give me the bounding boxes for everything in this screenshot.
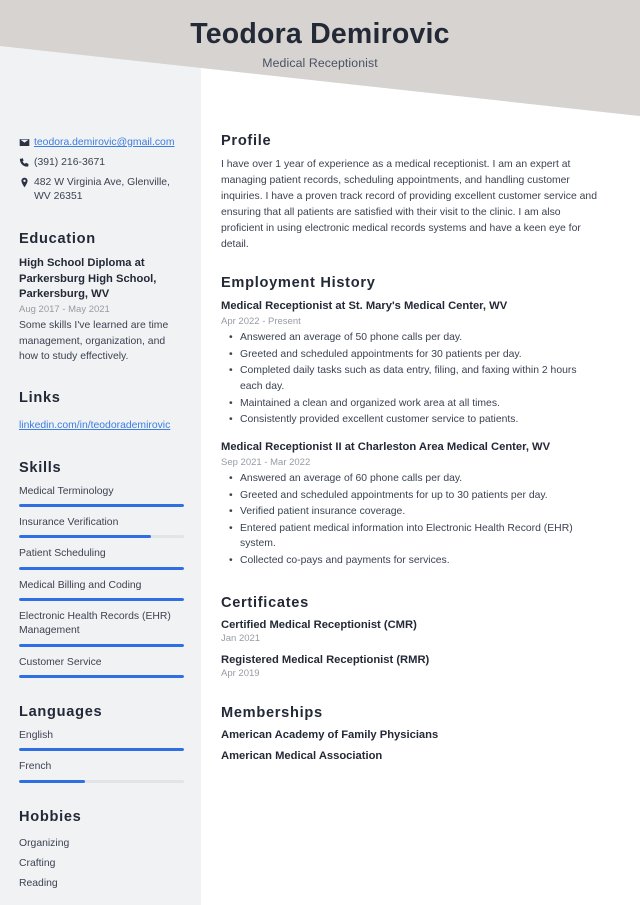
job-bullet: • Greeted and scheduled appointments for 30 patients per day. bbox=[240, 347, 600, 363]
job-bullet-list bbox=[221, 471, 600, 569]
contact-row-phone bbox=[19, 156, 184, 171]
certificate-entry bbox=[221, 619, 600, 644]
job-bullet: • Entered patient medical information into Electronic Health Record (EHR) system. bbox=[240, 521, 600, 552]
phone-value: (391) 216-3671 bbox=[34, 156, 106, 168]
language-level-fill bbox=[19, 748, 184, 751]
certificates-heading: Certificates bbox=[221, 594, 309, 611]
job-bullet: • Completed daily tasks such as data entry, filing, and faxing within 2 hours each day. bbox=[240, 363, 600, 394]
skill-level-track bbox=[19, 535, 184, 538]
job-entry bbox=[221, 299, 600, 428]
certificates-section bbox=[221, 595, 600, 679]
certificate-title: Registered Medical Receptionist (RMR) bbox=[221, 653, 430, 666]
education-date: Aug 2017 - May 2021 bbox=[19, 304, 110, 316]
employment-heading: Employment History bbox=[221, 275, 376, 292]
skill-item bbox=[19, 485, 184, 507]
language-level-fill bbox=[19, 780, 85, 783]
language-label: French bbox=[19, 761, 52, 773]
education-section bbox=[19, 231, 184, 364]
job-bullet: • Answered an average of 50 phone calls per day. bbox=[240, 330, 600, 346]
skill-level-track bbox=[19, 504, 184, 507]
education-heading: Education bbox=[19, 231, 96, 248]
skill-item bbox=[19, 516, 184, 538]
envelope-icon bbox=[19, 136, 34, 148]
employment-section bbox=[221, 275, 600, 569]
main-top-spacer bbox=[221, 0, 600, 133]
memberships-heading: Memberships bbox=[221, 704, 323, 721]
language-item bbox=[19, 729, 184, 751]
skill-label: Medical Terminology bbox=[19, 485, 114, 497]
skill-level-fill bbox=[19, 675, 184, 678]
email-link[interactable]: teodora.demirovic@gmail.com bbox=[34, 137, 175, 148]
certificate-date: Apr 2019 bbox=[221, 667, 260, 679]
languages-list bbox=[19, 729, 184, 783]
contact-block bbox=[19, 136, 184, 205]
languages-section bbox=[19, 704, 184, 783]
skill-level-track bbox=[19, 644, 184, 647]
skill-label: Customer Service bbox=[19, 656, 102, 668]
skills-heading: Skills bbox=[19, 459, 62, 476]
language-item bbox=[19, 760, 184, 782]
skill-item bbox=[19, 656, 184, 678]
profile-section bbox=[221, 133, 600, 253]
skill-level-fill bbox=[19, 644, 184, 647]
hobby-item: Organizing bbox=[19, 837, 70, 849]
skill-level-fill bbox=[19, 504, 184, 507]
job-bullet: • Consistently provided excellent customer service to patients. bbox=[240, 412, 600, 428]
skill-level-track bbox=[19, 567, 184, 570]
education-description: Some skills I've learned are time management, organization, and how to study effectively. bbox=[19, 320, 169, 362]
skill-level-track bbox=[19, 598, 184, 601]
header-subtitle: Medical Receptionist bbox=[262, 55, 378, 70]
skill-item bbox=[19, 547, 184, 569]
job-date: Apr 2022 - Present bbox=[221, 316, 301, 328]
contact-row-email bbox=[19, 136, 184, 151]
certificate-entry bbox=[221, 654, 600, 679]
skills-section bbox=[19, 460, 184, 679]
sidebar bbox=[0, 0, 201, 895]
job-bullet: • Verified patient insurance coverage. bbox=[240, 504, 600, 520]
profile-text: I have over 1 year of experience as a medical receptionist. I am an expert at managing patient records, scheduling appointments, and handling customer inquiries. I have a proven track record of providing excellent customer service and ensuring that all patients are satisfied with their visit to the clinic. I am also proficient in using electronic medical records systems and have a keen eye for detail. bbox=[221, 159, 597, 251]
job-bullet: • Maintained a clean and organized work area at all times. bbox=[240, 396, 600, 412]
job-entry bbox=[221, 440, 600, 569]
page-title: Teodora Demirovic bbox=[190, 18, 450, 50]
map-pin-icon bbox=[19, 176, 34, 188]
language-level-track bbox=[19, 748, 184, 751]
links-heading: Links bbox=[19, 389, 61, 406]
skill-item bbox=[19, 579, 184, 601]
membership-item: American Medical Association bbox=[221, 749, 383, 762]
memberships-section bbox=[221, 705, 600, 762]
education-entry bbox=[19, 256, 184, 364]
profile-heading: Profile bbox=[221, 133, 272, 149]
languages-heading: Languages bbox=[19, 704, 103, 721]
skill-label: Medical Billing and Coding bbox=[19, 579, 142, 591]
education-title: High School Diploma at Parkersburg High School, Parkersburg, WV bbox=[19, 257, 157, 300]
hobby-item: Reading bbox=[19, 878, 58, 890]
job-bullet-list bbox=[221, 330, 600, 428]
job-title: Medical Receptionist II at Charleston Area Medical Center, WV bbox=[221, 440, 551, 453]
address-value: 482 W Virginia Ave, Glenville, WV 26351 bbox=[34, 176, 170, 203]
skill-label: Patient Scheduling bbox=[19, 548, 106, 560]
jobs-list bbox=[221, 299, 600, 569]
skill-level-fill bbox=[19, 598, 184, 601]
memberships-list bbox=[221, 729, 600, 762]
membership-item: American Academy of Family Physicians bbox=[221, 728, 439, 741]
hobbies-heading: Hobbies bbox=[19, 808, 82, 825]
main-column bbox=[201, 0, 640, 784]
job-bullet: • Greeted and scheduled appointments for up to 30 patients per day. bbox=[240, 488, 600, 504]
hobby-item: Crafting bbox=[19, 858, 56, 870]
job-bullet: • Answered an average of 60 phone calls per day. bbox=[240, 471, 600, 487]
language-level-track bbox=[19, 780, 184, 783]
skill-level-fill bbox=[19, 567, 184, 570]
skill-label: Insurance Verification bbox=[19, 516, 119, 528]
links-section bbox=[19, 390, 184, 434]
skill-label: Electronic Health Records (EHR) Management bbox=[19, 610, 171, 637]
hobbies-list bbox=[19, 834, 184, 895]
skills-list bbox=[19, 485, 184, 679]
language-label: English bbox=[19, 730, 54, 742]
phone-icon bbox=[19, 156, 34, 168]
job-bullet: • Collected co-pays and payments for services. bbox=[240, 553, 600, 569]
contact-row-address bbox=[19, 176, 184, 206]
job-date: Sep 2021 - Mar 2022 bbox=[221, 456, 311, 468]
skill-level-track bbox=[19, 675, 184, 678]
skill-level-fill bbox=[19, 535, 151, 538]
certificates-list bbox=[221, 619, 600, 679]
skill-item bbox=[19, 610, 184, 647]
link-item-linkedin[interactable]: linkedin.com/in/teodorademirovic bbox=[19, 419, 171, 431]
certificate-date: Jan 2021 bbox=[221, 632, 261, 644]
job-title: Medical Receptionist at St. Mary's Medical Center, WV bbox=[221, 300, 508, 313]
certificate-title: Certified Medical Receptionist (CMR) bbox=[221, 618, 417, 631]
hobbies-section bbox=[19, 809, 184, 895]
